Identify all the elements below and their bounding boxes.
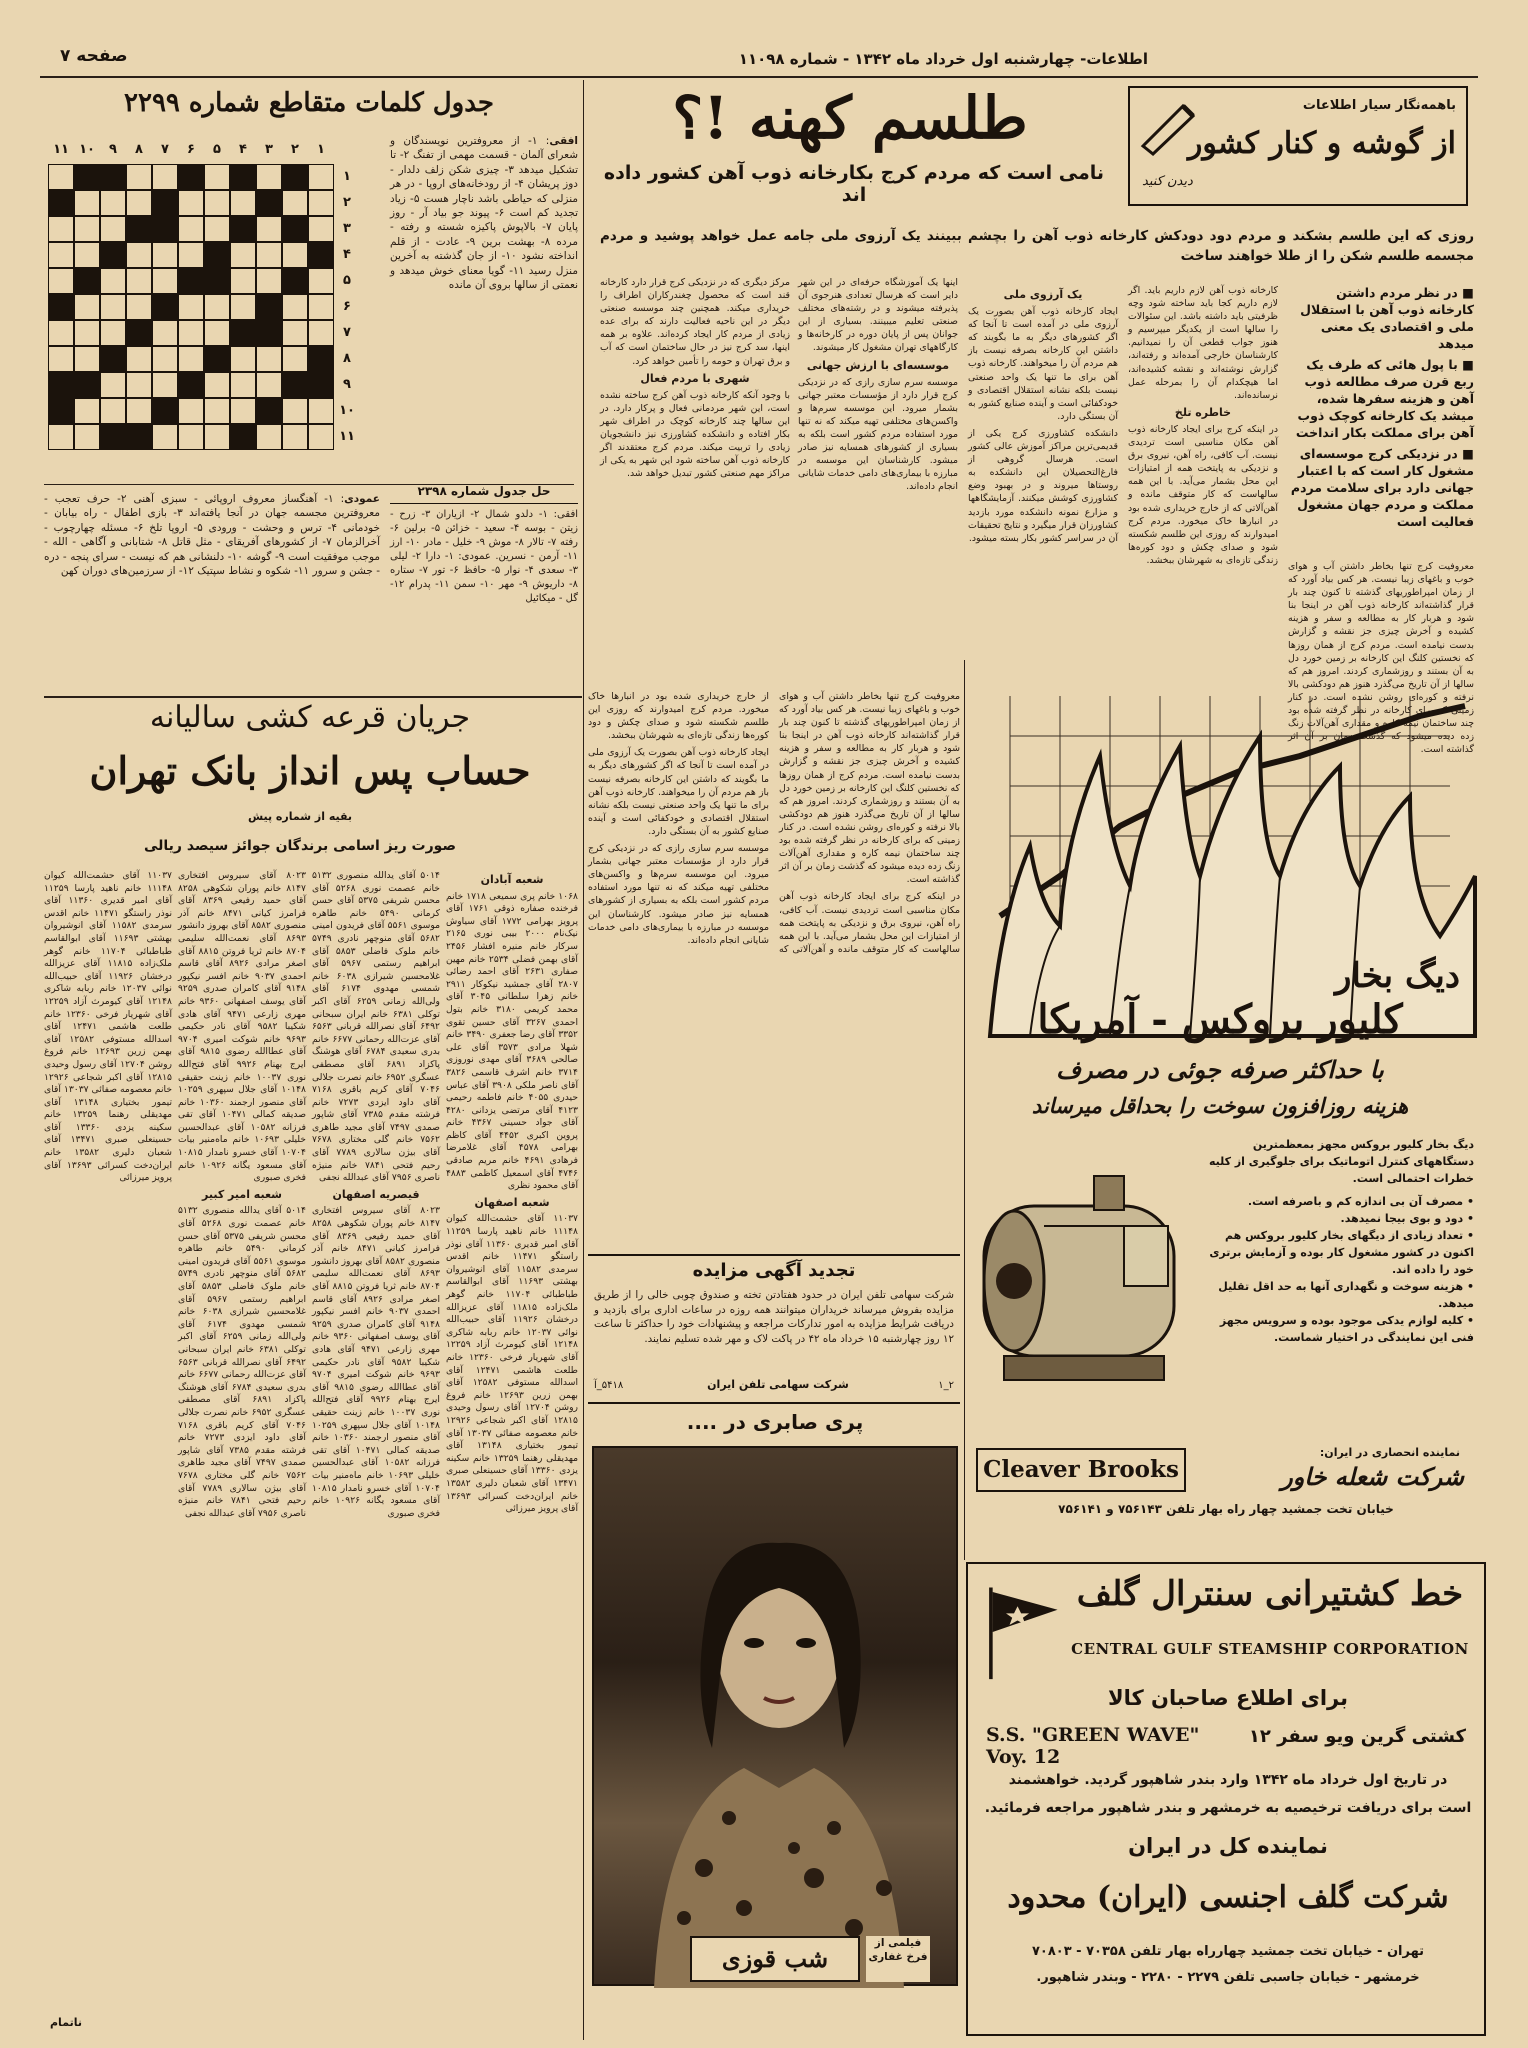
crossword-cell[interactable] bbox=[74, 242, 100, 268]
gulf-address-1: تهران - خیابان تخت جمشید چهارراه بهار تلفن ۷۰۳۵۸ - ۷۰۸۰۳ bbox=[1031, 1944, 1425, 1959]
column-banner: باهمه‌نگار سیار اطلاعات bbox=[1302, 98, 1456, 113]
feature-column-4 bbox=[798, 276, 958, 680]
boiler-intro: دیگ بخار کلیور بروکس مجهز بمعظمترین دستگاههای کنترل اتوماتیک برای جلوگیری از کلیه خطرات احتمالی است. bbox=[1208, 1138, 1474, 1185]
feature-continuation-a: معروفیت کرج تنها بخاطر داشتن آب و هوای خوب و باغهای زیبا نیست. هر کس بیاد آورد که از زمان امپراطوریهای گذشته تا کنون چند بار قرار گذاشته‌اند کارخانه ذوب آهن در اینجا بنا شود و هربار کار به مطالعه و سفر و هزینه کشیده و آخرش چیزی جز نقشه و گزارش بدست نیامده است. مردم کرج از همان روزها که نخستین کلنگ این کارخانه بر زمین خورد دل به آن بستند و روزشماری کردند. امروز هم که سالها از آن تاریخ می‌گذرد هنوز هم دودکشی بالا نرفته و کوره‌ای روشن نشده است. در کنار زمینی که برای کارخانه در نظر گرفته شده بود چند ساختمان نیمه کاره و مقداری آهن‌آلات زنگ زده دیده میشود که گذشت زمان بر آن اثر گذاشته است. bbox=[779, 691, 960, 886]
crossword-cell[interactable] bbox=[126, 164, 152, 190]
gulf-english-name: CENTRAL GULF STEAMSHIP CORPORATION bbox=[1071, 1640, 1469, 1658]
feature-bullet: ■ در نزدیکی کرج موسسه‌ای مشغول کار است که با اعتبار جهانی دارد برای سلامت مردم مملکت و مردم جهان مشغول فعالیت است bbox=[1290, 446, 1474, 529]
crossword-row-number: ۲ bbox=[343, 195, 351, 210]
crossword-cell[interactable] bbox=[282, 320, 308, 346]
crossword-black-cell bbox=[48, 372, 74, 398]
feature-subheading: شهری با مردم فعال bbox=[640, 371, 750, 385]
feature-continuation-d: موسسه سرم سازی رازی که در نزدیکی کرج قرار دارد از مؤسسات معتبر جهانی بشمار میرود. این موسسه سرم‌ها و واکسن‌های مختلفی تهیه میکند که نه تنها مورد استفاده مردم کشور است بلکه به بسیاری از کشورهای همسایه نیز صادر میشود. کارشناسان این موسسه در مبارزه با بیماری‌های دامی خدمات شایانی انجام داده‌اند. bbox=[588, 843, 769, 946]
lottery-title-1: جریان قرعه کشی سالیانه bbox=[149, 700, 471, 735]
crossword-black-cell bbox=[100, 242, 126, 268]
lottery-list-col-4 bbox=[446, 870, 578, 2010]
crossword-black-cell bbox=[152, 190, 178, 216]
crossword-black-cell bbox=[230, 320, 256, 346]
feature-subheading: خاطره تلخ bbox=[1174, 405, 1232, 419]
crossword-down-label: عمودی bbox=[344, 493, 380, 505]
crossword-cell[interactable] bbox=[308, 164, 334, 190]
lottery-continued: بقیه از شماره پیش bbox=[247, 810, 353, 823]
feature-bullet: ■ با پول هائی که طرف یک ربع قرن صرف مطالعه ذوب آهن و هزینه سفرها شده، میشد یک کارخانه کوچک ذوب آهن برای مملکت بکار انداخت bbox=[1295, 357, 1474, 440]
crossword-black-cell bbox=[256, 398, 282, 424]
feature-column-4c-text: با وجود آنکه کارخانه ذوب آهن کرج ساخته نشده است، این شهر مردمانی فعال و پرکار دارد. در این سالها چند کارخانه کوچک در اطراف شهر بکار افتاده و دانشکده کشاورزی نیز دانشجویان زیادی را تربیت میکند. مردم کرج معتقدند اگر کارخانه ذوب آهن ساخته شود این شهر به یکی از مراکز مهم صنعتی کشور تبدیل خواهد شد. bbox=[600, 389, 790, 480]
crossword-row-number: ۱۱ bbox=[339, 429, 355, 444]
crossword-cell[interactable] bbox=[178, 424, 204, 450]
film-photo bbox=[592, 1446, 958, 1986]
crossword-across-clues: ۱- از معروفترین نویسندگان و شعرای آلمان - قسمت مهمی از تفنگ ۲- تا تشکیل میدهد ۳- چیزی شکن زلف دلدار - دوز پریشان ۴- از رودخانه‌های اروپا - در هر منزلی که حیاطی باشد ناچار هست ۵- زیاد تجدید کم است ۶- پیوند جو بیاد آر - روز پایان ۷- بالاپوش پاکیزه شسته و رفته - مرده ۸- بهشت برین ۹- عادت - از قلم انداخته نشود ۱۰- از جان گذشته به آخرین منزل رسید ۱۱- گویا معنای خوش میدهد و نعمتی از سالها بروی آن مانده bbox=[390, 135, 579, 292]
boiler-feature: • مصرف آن بی اندازه کم و باصرفه است. bbox=[1247, 1195, 1474, 1208]
crossword-cell[interactable] bbox=[282, 398, 308, 424]
crossword-cell[interactable] bbox=[48, 242, 74, 268]
feature-column-3 bbox=[968, 284, 1118, 680]
boiler-rep-label: نماینده انحصاری در ایران: bbox=[1319, 1446, 1460, 1459]
crossword-black-cell bbox=[204, 242, 230, 268]
crossword-cell[interactable] bbox=[48, 320, 74, 346]
feature-column-5 bbox=[600, 276, 790, 680]
boiler-title-1: دیگ بخار bbox=[1334, 956, 1460, 996]
auction-title: تجدید آگهی مزایده bbox=[692, 1260, 856, 1281]
crossword-row-number: ۸ bbox=[343, 351, 351, 366]
feature-column-5b-text: مرکز دیگری که در نزدیکی کرج قرار دارد کارخانه قند است که محصول چغندرکاران اطراف را خریداری میکند. همچنین چند موسسه صنعتی دیگر در این ناحیه فعالیت دارند که برای عده زیادی از مردم کار ایجاد کرده‌اند. علاوه بر همه اینها، سد کرج نیز در حال ساختمان است که آب و برق تهران و حومه را تأمین خواهد کرد. bbox=[600, 277, 790, 367]
crossword-column-number: ۱۱ bbox=[53, 142, 69, 157]
crossword-across-label: افقی bbox=[549, 135, 578, 147]
crossword-cell[interactable] bbox=[256, 346, 282, 372]
crossword-black-cell bbox=[282, 164, 308, 190]
feature-bullet: ■ در نظر مردم داشتن کارخانه ذوب آهن با استقلال ملی و اقتصادی یک معنی میدهد bbox=[1300, 285, 1474, 351]
lottery-names: ۱۱۰۳۷ آقای حشمت‌الله کیوان ۱۱۱۴۸ خانم ناهید پارسا ۱۱۲۵۹ آقای امیر قدیری ۱۱۳۶۰ آقای نوذر راستگو ۱۱۴۷۱ خانم اقدس سرمدی ۱۱۵۸۲ آقای انوشیروان بهشتی ۱۱۶۹۳ آقای ابوالقاسم طباطبائی ۱۱۷۰۴ خانم گوهر ملک‌زاده ۱۱۸۱۵ آقای عزیزالله درخشان ۱۱۹۲۶ آقای حبیب‌الله نوائی ۱۲۰۳۷ خانم ربابه شاکری ۱۲۱۴۸ آقای کیومرث آزاد ۱۲۲۵۹ آقای شهریار فرخی ۱۲۳۶۰ خانم طلعت هاشمی ۱۲۴۷۱ آقای اسدالله مستوفی ۱۲۵۸۲ آقای بهمن زرین ۱۲۶۹۳ خانم فروغ روشن ۱۲۷۰۴ آقای رسول وحیدی ۱۲۸۱۵ آقای اکبر شجاعی ۱۲۹۲۶ خانم معصومه صفائی ۱۳۰۳۷ آقای تیمور بختیاری ۱۳۱۴۸ آقای مهدیقلی رهنما ۱۳۲۵۹ خانم سکینه یزدی ۱۳۳۶۰ آقای حسینعلی صبری ۱۳۴۷۱ آقای شعبان دلیری ۱۳۵۸۲ خانم ایران‌دخت کسرائی ۱۳۶۹۳ آقای پرویز میرزائی bbox=[44, 870, 173, 1184]
crossword-black-cell bbox=[74, 164, 100, 190]
film-name-box bbox=[690, 1936, 860, 1982]
feature-deck: روزی که این طلسم بشکند و مردم دود دودکش کارخانه ذوب آهن را بچشم ببینند یک آرزوی ملی جامه عمل خواهد پوشید و مردم مجسمه طلسم شکن را از طلا خواهند ساخت bbox=[600, 228, 1474, 264]
film-title: پری صابری در .... bbox=[686, 1410, 864, 1434]
lottery-names: ۱۱۰۳۷ آقای حشمت‌الله کیوان ۱۱۱۴۸ خانم ناهید پارسا ۱۱۲۵۹ آقای امیر قدیری ۱۱۳۶۰ آقای نوذر راستگو ۱۱۴۷۱ خانم اقدس سرمدی ۱۱۵۸۲ آقای انوشیروان بهشتی ۱۱۶۹۳ آقای ابوالقاسم طباطبائی ۱۱۷۰۴ خانم گوهر ملک‌زاده ۱۱۸۱۵ آقای عزیزالله درخشان ۱۱۹۲۶ آقای حبیب‌الله نوائی ۱۲۰۳۷ خانم ربابه شاکری ۱۲۱۴۸ آقای کیومرث آزاد ۱۲۲۵۹ آقای شهریار فرخی ۱۲۳۶۰ خانم طلعت هاشمی ۱۲۴۷۱ آقای اسدالله مستوفی ۱۲۵۸۲ آقای بهمن زرین ۱۲۶۹۳ خانم فروغ روشن ۱۲۷۰۴ آقای رسول وحیدی ۱۲۸۱۵ آقای اکبر شجاعی ۱۲۹۲۶ خانم معصومه صفائی ۱۳۰۳۷ آقای تیمور بختیاری ۱۳۱۴۸ آقای مهدیقلی رهنما ۱۳۲۵۹ خانم سکینه یزدی ۱۳۳۶۰ آقای حسینعلی صبری ۱۳۴۷۱ آقای شعبان دلیری ۱۳۵۸۲ خانم ایران‌دخت کسرائی ۱۳۶۹۳ آقای پرویز میرزائی bbox=[446, 1213, 579, 1515]
crossword-cell[interactable] bbox=[204, 372, 230, 398]
crossword-cell[interactable] bbox=[100, 294, 126, 320]
section-divider bbox=[44, 696, 582, 698]
crossword-cell[interactable] bbox=[204, 190, 230, 216]
boiler-features bbox=[1204, 1136, 1474, 1446]
crossword-cell[interactable] bbox=[152, 372, 178, 398]
crossword-cell[interactable] bbox=[308, 216, 334, 242]
feature-column-2 bbox=[1128, 284, 1278, 680]
crossword-column-number: ۴ bbox=[239, 142, 247, 157]
crossword-across: افقی: ۱- از معروفترین نویسندگان و شعرای آلمان - قسمت مهمی از تفنگ ۲- تا تشکیل میدهد ۳- چیزی شکن زلف دلدار - دوز پریشان ۴- از رودخانه‌های اروپا - در هر منزلی که حیاطی باشد ناچار هست ۵- زیاد تجدید کم است ۶- پیوند جو بیاد آر - روز پایان ۷- بالاپوش پاکیزه شسته و رفته - مرده ۸- بهشت برین ۹- عادت - از قلم انداخته نشود ۱۰- از جان گذشته به آخرین منزل رسید ۱۱- گویا معنای خوش میدهد و نعمتی از سالها بروی آن مانده bbox=[390, 135, 579, 292]
lottery-names: ۸۰۲۳ آقای سیروس افتخاری ۸۱۴۷ خانم پوران شکوهی ۸۲۵۸ آقای حمید رفیعی ۸۳۶۹ آقای فرامرز کیانی ۸۴۷۱ خانم آذر منصوری ۸۵۸۲ آقای بهروز دانشور ۸۶۹۳ آقای نعمت‌الله سلیمی ۸۷۰۴ خانم ثریا فروتن ۸۸۱۵ آقای اصغر مرادی ۸۹۲۶ آقای قاسم احمدی ۹۰۳۷ خانم افسر نیکپور ۹۱۴۸ آقای کامران صدری ۹۲۵۹ آقای یوسف اصفهانی ۹۳۶۰ خانم مهری زارعی ۹۴۷۱ آقای هادی شکیبا ۹۵۸۲ آقای نادر حکیمی ۹۶۹۳ خانم شوکت امیری ۹۷۰۴ آقای عطاالله رضوی ۹۸۱۵ آقای ایرج بهنام ۹۹۲۶ آقای فتح‌الله نوری ۱۰۰۳۷ خانم زینت حقیقی ۱۰۱۴۸ آقای جلال سپهری ۱۰۲۵۹ آقای منصور ارجمند ۱۰۳۶۰ خانم صدیقه کمالی ۱۰۴۷۱ آقای تقی فرزانه ۱۰۵۸۲ آقای عبدالحسین خلیلی ۱۰۶۹۳ خانم ماه‌منیر بیات ۱۰۷۰۴ آقای خسرو نامدار ۱۰۸۱۵ آقای مسعود یگانه ۱۰۹۲۶ خانم فخری صبوری bbox=[178, 870, 307, 1184]
crossword-column-number: ۹ bbox=[109, 142, 117, 157]
crossword-cell[interactable] bbox=[308, 424, 334, 450]
crossword-row-number: ۱ bbox=[343, 169, 351, 184]
crossword-column-number: ۳ bbox=[265, 142, 273, 157]
auction-signature: شرکت سهامی تلفن ایران bbox=[707, 1378, 849, 1391]
lottery-branch-heading: شعبه اصفهان bbox=[474, 1195, 550, 1209]
boiler-feature: • کلیه لوازم یدکی موجود بوده و سرویس مجهز فنی این نمایندگی در اختیار شماست. bbox=[1219, 1314, 1474, 1344]
feature-subheading: یک آرزوی ملی bbox=[1003, 288, 1083, 301]
crossword-cell[interactable] bbox=[100, 268, 126, 294]
crossword-black-cell bbox=[152, 294, 178, 320]
crossword-cell[interactable] bbox=[230, 398, 256, 424]
feature-headline: طلسم کهنه !؟ bbox=[672, 84, 1028, 152]
lottery-subtitle: صورت ریز اسامی برندگان جوائز سیصد ریالی bbox=[143, 838, 456, 854]
crossword-row-number: ۳ bbox=[343, 221, 351, 236]
crossword-cell[interactable] bbox=[282, 424, 308, 450]
crossword-black-cell bbox=[204, 268, 230, 294]
lottery-branch-heading: قیصریه اصفهان bbox=[332, 1187, 420, 1201]
feature-continuation bbox=[588, 690, 960, 1250]
crossword-cell[interactable] bbox=[74, 320, 100, 346]
crossword-cell[interactable] bbox=[308, 294, 334, 320]
auction-code-right: ۲_۱ bbox=[938, 1380, 954, 1391]
crossword-cell[interactable] bbox=[204, 294, 230, 320]
crossword-cell[interactable] bbox=[48, 424, 74, 450]
crossword-black-cell bbox=[48, 398, 74, 424]
crossword-cell[interactable] bbox=[178, 216, 204, 242]
crossword-cell[interactable] bbox=[126, 372, 152, 398]
crossword-black-cell bbox=[308, 242, 334, 268]
crossword-cell[interactable] bbox=[178, 294, 204, 320]
column-title: از گوشه و کنار کشور bbox=[1187, 126, 1456, 161]
gulf-rep: نماینده کل در ایران bbox=[1128, 1834, 1328, 1858]
crossword-black-cell bbox=[178, 268, 204, 294]
company-flag-icon bbox=[982, 1582, 1062, 1682]
crossword-cell[interactable] bbox=[256, 216, 282, 242]
lottery-list-col-2 bbox=[178, 870, 306, 2010]
crossword-black-cell bbox=[256, 294, 282, 320]
crossword-cell[interactable] bbox=[256, 268, 282, 294]
boiler-feature: • دود و بوی بیجا نمیدهد. bbox=[1340, 1212, 1474, 1225]
gulf-ship-english: S.S. "GREEN WAVE" Voy. 12 bbox=[986, 1724, 1200, 1768]
crossword-black-cell bbox=[230, 216, 256, 242]
boiler-address: خیابان تخت جمشید چهار راه بهار تلفن ۷۵۶۱۴۳ و ۷۵۶۱۴۱ bbox=[1058, 1502, 1394, 1516]
crossword-cell[interactable] bbox=[126, 294, 152, 320]
crossword-cell[interactable] bbox=[204, 320, 230, 346]
crossword-black-cell bbox=[100, 424, 126, 450]
crossword-cell[interactable] bbox=[204, 398, 230, 424]
feature-column-2-text: کارخانه ذوب آهن لازم داریم باید. اگر لازم داریم کجا باید ساخته شود وچه ظرفیتی باید داشته باشد. این سئوالات را سالها است از یکدیگر میپرسیم و هنوز جواب قطعی آن را نمیدانیم. کارشناسان خارجی آمده‌اند و رفته‌اند، گزارش نوشته‌اند و نقشه کشیده‌اند، اما هیچکدام آن را بمرحله عمل نرسانده‌اند. bbox=[1128, 285, 1278, 401]
crossword-cell[interactable] bbox=[204, 216, 230, 242]
crossword-column-number: ۵ bbox=[213, 142, 221, 157]
crossword-cell[interactable] bbox=[152, 242, 178, 268]
gulf-ad bbox=[966, 1562, 1486, 2036]
feature-bullets bbox=[1288, 284, 1474, 534]
crossword-cell[interactable] bbox=[100, 372, 126, 398]
crossword-cell[interactable] bbox=[308, 320, 334, 346]
feature-continuation-b: در اینکه کرج برای ایجاد کارخانه ذوب آهن مکان مناسبی است تردیدی نیست. آب کافی، راه آهن، نیروی برق و نزدیکی به پایتخت همه از امتیازات این محل بشمار می‌آید. با این همه سالهاست که کار متوقف مانده و آهن‌آلاتی که از خارج خریداری شده بود در انبارها خاک میخورد. مردم کرج امیدوارند که روزی این طلسم شکسته شود و صدای چکش و دود کوره‌ها زندگی تازه‌ای به شهرشان ببخشد. bbox=[588, 691, 960, 955]
feature-continuation-c: ایجاد کارخانه ذوب آهن بصورت یک آرزوی ملی در آمده است تا آنجا که اگر کشورهای دیگر به ما بگویند که داشتن این کارخانه بصرفه نیست باز هم مردم آن را میخواهند. کارخانه ذوب آهن برای ما تنها یک واحد صنعتی نیست بلکه نشانه استقلال اقتصادی و خودکفائی است و آینده صنایع کشور به آن بستگی دارد. bbox=[588, 747, 769, 837]
crossword-black-cell bbox=[152, 398, 178, 424]
crossword-solution-title: حل جدول شماره ۲۳۹۸ bbox=[390, 484, 578, 504]
crossword-black-cell bbox=[126, 320, 152, 346]
crossword-cell[interactable] bbox=[74, 190, 100, 216]
lottery-names: ۱۰۶۸ خانم پری سمیعی ۱۷۱۸ خانم فرخنده صفاره ذوقی ۱۷۶۱ آقای پرویز بهرامی ۱۷۷۲ آقای سیاوش نیک‌نام ۲۰۰۰ بیبی نوری ۲۱۶۵ سرکار خانم منیره افشار ۲۴۵۶ آقای بهمن فضلی ۲۵۳۴ خانم مهین صفاری ۲۶۳۱ آقای احمد رضائی ۲۸۰۷ آقای جمشید نیکوکار ۲۹۱۱ خانم زهرا سلطانی ۳۰۴۵ آقای محمد کریمی ۳۱۸۰ خانم بتول احمدی ۳۲۶۷ آقای حسین تقوی ۳۳۵۲ آقای رضا جعفری ۳۴۹۰ خانم شهلا مرادی ۳۵۷۳ آقای علی صالحی ۳۶۸۹ آقای مهدی نوروزی ۳۷۱۴ خانم اشرف قاسمی ۳۸۲۶ آقای ناصر ملکی ۳۹۰۸ آقای عباس حیدری ۴۰۵۵ خانم فاطمه رحیمی ۴۱۲۳ آقای مرتضی یزدانی ۴۲۸۰ آقای جواد حسینی ۴۳۶۷ خانم پروین اکبری ۴۴۵۲ آقای کاظم بهرامی ۴۵۷۸ آقای غلامرضا فرهادی ۴۶۹۱ خانم مریم صادقی ۴۷۴۶ آقای اسمعیل کاظمی ۴۸۸۳ آقای محمود نظری bbox=[446, 890, 579, 1192]
crossword-black-cell bbox=[178, 164, 204, 190]
crossword-black-cell bbox=[256, 320, 282, 346]
lottery-branch-heading: شعبه امیر کبیر bbox=[202, 1187, 282, 1201]
crossword-cell[interactable] bbox=[126, 398, 152, 424]
page-header-right: اطلاعات- چهارشنبه اول خرداد ماه ۱۳۴۲ - شماره ۱۱۰۹۸ bbox=[738, 50, 1148, 68]
column-divider-right bbox=[964, 660, 965, 1560]
crossword-cell[interactable] bbox=[100, 398, 126, 424]
crossword-cell[interactable] bbox=[230, 372, 256, 398]
crossword-row-number: ۹ bbox=[343, 377, 351, 392]
crossword-cell[interactable] bbox=[152, 424, 178, 450]
crossword-down: عمودی: ۱- آهنگساز معروف اروپائی - سبزی آهنی ۲- حرف تعجب - معروفترین مجسمه جهان در آنجا یافته‌اند ۳- بازی اطفال - راه بیابان - خودمانی ۴- ترس و وحشت - ورودی ۵- اروپا تلخ ۶- مسئله چهارچوب - آخرالزمان ۷- از کشورهای آفریقای - مثل قاتل ۸- شتابانی و آگاهی - الله - موجب موفقیت است ۹- گوشه ۱۰- دلنشانی هم که نیست - سرای پنجه - دره - جشن و سرور ۱۱- شکوه و نشاط سپتیک ۱۲- از سرزمین‌های دوران کهن bbox=[44, 493, 380, 578]
boiler-machine-illustration bbox=[974, 1166, 1194, 1406]
crossword-cell[interactable] bbox=[282, 346, 308, 372]
crossword-cell[interactable] bbox=[152, 346, 178, 372]
lottery-names: ۵۰۱۴ آقای یدالله منصوری ۵۱۳۲ خانم عصمت نوری ۵۲۶۸ آقای محسن شریفی ۵۳۷۵ آقای حسن کرمانی ۵۴۹۰ خانم طاهره موسوی ۵۵۶۱ آقای فریدون امینی ۵۶۸۲ آقای منوچهر نادری ۵۷۴۹ خانم ملوک فاضلی ۵۸۵۳ آقای ابراهیم رستمی ۵۹۶۷ آقای غلامحسین شیرازی ۶۰۳۸ خانم شمسی مهدوی ۶۱۷۴ آقای ولی‌الله زمانی ۶۲۵۹ آقای اکبر توکلی ۶۳۸۱ خانم ایران سبحانی ۶۴۹۲ آقای نصرالله قربانی ۶۵۶۳ آقای عزت‌الله رحمانی ۶۶۷۷ خانم بدری سعیدی ۶۷۸۴ آقای هوشنگ پاکزاد ۶۸۹۱ آقای مصطفی عسگری ۶۹۵۲ خانم نصرت جلالی ۷۰۴۶ آقای کریم باقری ۷۱۶۸ آقای داود ایزدی ۷۲۷۳ خانم فرشته مقدم ۷۳۸۵ آقای شاپور صمدی ۷۴۹۷ آقای مجید طاهری ۷۵۶۲ خانم گلی مختاری ۷۶۷۸ آقای بیژن سالاری ۷۷۸۹ آقای رحیم فتحی ۷۸۴۱ خانم منیژه ناصری ۷۹۵۶ آقای عبدالله نجفی bbox=[178, 1205, 307, 1519]
crossword-cell[interactable] bbox=[74, 424, 100, 450]
crossword-cell[interactable] bbox=[126, 190, 152, 216]
crossword-black-cell bbox=[230, 424, 256, 450]
crossword-row-number: ۷ bbox=[343, 325, 351, 340]
boiler-brand-box bbox=[976, 1448, 1186, 1492]
crossword-cell[interactable] bbox=[256, 424, 282, 450]
gulf-address-2: خرمشهر - خیابان جاسبی تلفن ۲۲۷۹ - ۲۲۸۰ - وبندر شاهپور. bbox=[1036, 1970, 1420, 1985]
crossword-cell[interactable] bbox=[100, 320, 126, 346]
crossword-black-cell bbox=[126, 216, 152, 242]
crossword-cell[interactable] bbox=[74, 216, 100, 242]
crossword-cell[interactable] bbox=[256, 372, 282, 398]
feature-column-4b-text: موسسه سرم سازی رازی که در نزدیکی کرج قرار دارد از مؤسسات معتبر جهانی بشمار میرود. این موسسه سرم‌ها و واکسن‌های مختلفی تهیه میکند که نه تنها مورد استفاده مردم کشور است بلکه به بسیاری از کشورهای همسایه نیز صادر میشود. کارشناسان این موسسه در مبارزه با بیماری‌های دامی خدمات شایانی انجام داده‌اند. bbox=[798, 376, 958, 493]
crossword-cell[interactable] bbox=[126, 268, 152, 294]
gulf-line-2: است برای دریافت ترخیصیه به خرمشهر و بندر شاهپور مراجعه فرمائید. bbox=[984, 1800, 1472, 1816]
crossword-row-number: ۴ bbox=[343, 247, 351, 262]
crossword-black-cell bbox=[282, 372, 308, 398]
crossword-cell[interactable] bbox=[282, 190, 308, 216]
crossword-cell[interactable] bbox=[256, 242, 282, 268]
crossword-black-cell bbox=[152, 216, 178, 242]
crossword-cell[interactable] bbox=[152, 164, 178, 190]
crossword-cell[interactable] bbox=[48, 268, 74, 294]
crossword-cell[interactable] bbox=[100, 216, 126, 242]
crossword-black-cell bbox=[282, 216, 308, 242]
column-logo-box bbox=[1128, 86, 1468, 206]
feature-column-4-text: اینها یک آموزشگاه حرفه‌ای در این شهر دایر است که هرسال تعدادی هنرجوی آن پذیرفته میشوند و در رشته‌های مختلف صنعتی تعلیم میبینند. بسیاری از این جوانان پس از پایان دوره در کارخانه‌ها و کارگاههای تهران مشغول کار میشوند. bbox=[798, 277, 958, 354]
crossword-column-number: ۶ bbox=[187, 142, 195, 157]
lottery-title-2: حساب پس انداز بانک تهران bbox=[89, 748, 531, 793]
crossword-column-number: ۲ bbox=[291, 142, 299, 157]
crossword-column-number: ۱۰ bbox=[79, 142, 95, 157]
column-title-tail: دیدن کنید bbox=[1142, 174, 1193, 189]
auction-body: شرکت سهامی تلفن ایران در حدود هفتادتن تخته و صندوق چوبی خالی را از طریق مزایده بفروش میرساند خریداران میتوانند همه روزه در ساعات اداری برای بازدید و دریافت شرایط مزایده به امور تدارکات مراجعه و پیشنهادات خود را حداکثر تا ساعت ۱۲ روز چهارشنبه ۱۵ خرداد ماه ۴۲ در پاکت لاک و مهر شده تسلیم نمایند. bbox=[594, 1289, 954, 1345]
feature-subhead: نامی است که مردم کرج بکارخانه ذوب آهن کشور داده اند bbox=[603, 162, 1105, 206]
crossword-cell[interactable] bbox=[48, 164, 74, 190]
crossword-black-cell bbox=[48, 294, 74, 320]
crossword-black-cell bbox=[48, 190, 74, 216]
crossword-cell[interactable] bbox=[230, 190, 256, 216]
gulf-ship-persian: کشتی گرین ویو سفر ۱۲ bbox=[1248, 1726, 1466, 1747]
feature-column-1: معروفیت کرج تنها بخاطر داشتن آب و هوای خوب و باغهای زیبا نیست. هر کس بیاد آورد که از زمان امپراطوریهای گذشته تا کنون چند بار قرار گذاشته‌اند کارخانه ذوب آهن در اینجا بنا شود و هربار کار به مطالعه و سفر و هزینه کشیده و آخرش چیزی جز نقشه و گزارش بدست نیامده است. مردم کرج از همان روزها که نخستین کلنگ این کارخانه بر زمین خورد دل به آن بستند و روزشماری کردند. امروز هم که سالها از آن تاریخ می‌گذرد هنوز هم دودکشی بالا نرفته و کوره‌ای روشن نشده است. در کنار زمینی که برای کارخانه در نظر گرفته شده بود چند ساختمان نیمه کاره و مقداری آهن‌آلات زنگ زده دیده میشود که گذشت زمان بر آن اثر گذاشته است. bbox=[1288, 561, 1474, 756]
film-name: شب قوزی bbox=[721, 1944, 829, 1973]
crossword-black-cell bbox=[74, 372, 100, 398]
gulf-line-1: در تاریخ اول خرداد ماه ۱۳۴۲ وارد بندر شاهپور گردید. خواهشمند bbox=[1008, 1772, 1448, 1788]
crossword-black-cell bbox=[256, 190, 282, 216]
auction-box bbox=[588, 1254, 960, 1404]
crossword-cell[interactable] bbox=[178, 320, 204, 346]
boiler-brand: Cleaver Brooks bbox=[983, 1456, 1179, 1483]
crossword-column-number: ۷ bbox=[161, 142, 169, 157]
crossword-row-number: ۱۰ bbox=[339, 403, 355, 418]
lottery-list-col-3 bbox=[312, 870, 440, 2010]
crossword-black-cell bbox=[178, 372, 204, 398]
crossword-black-cell bbox=[282, 268, 308, 294]
crossword-cell[interactable] bbox=[178, 190, 204, 216]
lottery-list-col-1 bbox=[44, 870, 172, 2010]
feature-column-3-text: ایجاد کارخانه ذوب آهن بصورت یک آرزوی ملی در آمده است تا آنجا که اگر کشورهای دیگر به ما بگویند که داشتن این کارخانه بصرفه نیست باز هم مردم آن را میخواهند. کارخانه ذوب آهن برای ما تنها یک واحد صنعتی نیست بلکه نشانه استقلال اقتصادی و خودکفائی است و آینده صنایع کشور به آن بستگی دارد. bbox=[968, 306, 1118, 422]
crossword-cell[interactable] bbox=[126, 242, 152, 268]
crossword-cell[interactable] bbox=[256, 164, 282, 190]
crossword-black-cell bbox=[74, 268, 100, 294]
crossword-black-cell bbox=[100, 346, 126, 372]
gulf-notice: برای اطلاع صاحبان کالا bbox=[1107, 1686, 1349, 1710]
boiler-slogan-2: هزینه روزافزون سوخت را بحداقل میرساند bbox=[1031, 1094, 1409, 1118]
crossword-cell[interactable] bbox=[230, 268, 256, 294]
crossword-cell[interactable] bbox=[178, 398, 204, 424]
auction-code-left: ۵۴۱۸_آ bbox=[594, 1380, 624, 1391]
footer-unfinished: ناتمام bbox=[50, 2016, 82, 2029]
page-number: صفحه ۷ bbox=[60, 46, 128, 66]
crossword-cell[interactable] bbox=[178, 346, 204, 372]
crossword-cell[interactable] bbox=[308, 398, 334, 424]
boiler-ad bbox=[970, 676, 1480, 1556]
crossword-cell[interactable] bbox=[230, 294, 256, 320]
feature-column-5-text: دانشکده کشاورزی کرج یکی از قدیمی‌ترین مراکز آموزش عالی کشور است. هرسال گروهی از فارغ‌التحصیلان این دانشکده به روستاها میروند و در بهبود وضع کشاورزی کوشش میکنند. آزمایشگاهها و مزارع نمونه دانشکده مورد بازدید کشاورزان قرار میگیرد و نتایج تحقیقات آن در سراسر کشور بکار بسته میشود. bbox=[968, 427, 1118, 544]
crossword-row-number: ۵ bbox=[343, 273, 351, 288]
crossword-cell[interactable] bbox=[74, 398, 100, 424]
crossword-column-number: ۸ bbox=[135, 142, 143, 157]
lottery-names: ۵۰۱۴ آقای یدالله منصوری ۵۱۳۲ خانم عصمت نوری ۵۲۶۸ آقای محسن شریفی ۵۳۷۵ آقای حسن کرمانی ۵۴۹۰ خانم طاهره موسوی ۵۵۶۱ آقای فریدون امینی ۵۶۸۲ آقای منوچهر نادری ۵۷۴۹ خانم ملوک فاضلی ۵۸۵۳ آقای ابراهیم رستمی ۵۹۶۷ آقای غلامحسین شیرازی ۶۰۳۸ خانم شمسی مهدوی ۶۱۷۴ آقای ولی‌الله زمانی ۶۲۵۹ آقای اکبر توکلی ۶۳۸۱ خانم ایران سبحانی ۶۴۹۲ آقای نصرالله قربانی ۶۵۶۳ آقای عزت‌الله رحمانی ۶۶۷۷ خانم بدری سعیدی ۶۷۸۴ آقای هوشنگ پاکزاد ۶۸۹۱ آقای مصطفی عسگری ۶۹۵۲ خانم نصرت جلالی ۷۰۴۶ آقای کریم باقری ۷۱۶۸ آقای داود ایزدی ۷۲۷۳ خانم فرشته مقدم ۷۳۸۵ آقای شاپور صمدی ۷۴۹۷ آقای مجید طاهری ۷۵۶۲ خانم گلی مختاری ۷۶۷۸ آقای بیژن سالاری ۷۷۸۹ آقای رحیم فتحی ۷۸۴۱ خانم منیژه ناصری ۷۹۵۶ آقای عبدالله نجفی bbox=[312, 870, 441, 1184]
crossword-cell[interactable] bbox=[48, 346, 74, 372]
crossword-solution: افقی: ۱- دلدو شمال ۲- ازیاران ۳- زرح - زیتن - بوسه ۴- سعید - خزائن ۵- برلین ۶- رفته ۷- تالار ۸- موش ۹- خلیل - مادر ۱۰- ارز ۱۱- آرمن - نسرین. عمودی: ۱- دارا ۲- لیلی ۳- سعدی ۴- نوار ۵- حافظ ۶- تور ۷- ستاره ۸- داریوش ۹- مهر ۱۰- سمن ۱۱- پدرام ۱۲- گل - میکائیل bbox=[390, 509, 578, 604]
boiler-title-2: کلیور بروکس - آمریکا bbox=[1037, 996, 1403, 1043]
crossword-black-cell bbox=[204, 346, 230, 372]
crossword-cell[interactable] bbox=[178, 242, 204, 268]
crossword-row-number: ۶ bbox=[343, 299, 351, 314]
crossword-title: جدول کلمات متقاطع شماره ۲۲۹۹ bbox=[124, 88, 494, 118]
crossword-cell[interactable] bbox=[126, 346, 152, 372]
crossword-cell[interactable] bbox=[152, 268, 178, 294]
crossword-cell[interactable] bbox=[204, 164, 230, 190]
crossword-cell[interactable] bbox=[152, 320, 178, 346]
crossword-black-cell bbox=[308, 346, 334, 372]
crossword-cell[interactable] bbox=[100, 190, 126, 216]
boiler-company: شرکت شعله خاور bbox=[1281, 1462, 1464, 1491]
crossword-down-clues: ۱- آهنگساز معروف اروپائی - سبزی آهنی ۲- حرف تعجب - معروفترین مجسمه جهان در آنجا یافته‌اند ۳- بازی اطفال - راه بیابان - خودمانی ۴- ترس و وحشت - ورودی ۵- اروپا تلخ ۶- مسئله چهارچوب - آخرالزمان ۷- از کشورهای آفریقای - مثل قاتل ۸- شتابانی و آگاهی - الله - موجب موفقیت است ۹- گوشه ۱۰- دلنشانی هم که نیست - سرای پنجه - دره - جشن و سرور ۱۱- شکوه و نشاط سپتیک ۱۲- از سرزمین‌های دوران کهن bbox=[44, 493, 380, 578]
gulf-company: شرکت گلف اجنسی (ایران) محدود bbox=[1007, 1880, 1449, 1915]
crossword-cell[interactable] bbox=[74, 294, 100, 320]
crossword-cell[interactable] bbox=[74, 346, 100, 372]
crossword-cell[interactable] bbox=[308, 190, 334, 216]
pen-illustration-icon bbox=[1138, 96, 1198, 156]
lottery-branch-heading: شعبه آبادان bbox=[480, 873, 544, 886]
crossword-cell[interactable] bbox=[282, 294, 308, 320]
crossword-cell[interactable] bbox=[48, 216, 74, 242]
crossword-black-cell bbox=[100, 164, 126, 190]
boiler-slogan-1: با حداکثر صرفه جوئی در مصرف bbox=[1056, 1056, 1384, 1084]
column-divider bbox=[583, 80, 584, 2040]
crossword-black-cell bbox=[126, 424, 152, 450]
crossword-column-number: ۱ bbox=[317, 142, 325, 157]
crossword-cell[interactable] bbox=[230, 346, 256, 372]
lottery-names: ۸۰۲۳ آقای سیروس افتخاری ۸۱۴۷ خانم پوران شکوهی ۸۲۵۸ آقای حمید رفیعی ۸۳۶۹ آقای فرامرز کیانی ۸۴۷۱ خانم آذر منصوری ۸۵۸۲ آقای بهروز دانشور ۸۶۹۳ آقای نعمت‌الله سلیمی ۸۷۰۴ خانم ثریا فروتن ۸۸۱۵ آقای اصغر مرادی ۸۹۲۶ آقای قاسم احمدی ۹۰۳۷ خانم افسر نیکپور ۹۱۴۸ آقای کامران صدری ۹۲۵۹ آقای یوسف اصفهانی ۹۳۶۰ خانم مهری زارعی ۹۴۷۱ آقای هادی شکیبا ۹۵۸۲ آقای نادر حکیمی ۹۶۹۳ خانم شوکت امیری ۹۷۰۴ آقای عطاالله رضوی ۹۸۱۵ آقای ایرج بهنام ۹۹۲۶ آقای فتح‌الله نوری ۱۰۰۳۷ خانم زینت حقیقی ۱۰۱۴۸ آقای جلال سپهری ۱۰۲۵۹ آقای منصور ارجمند ۱۰۳۶۰ خانم صدیقه کمالی ۱۰۴۷۱ آقای تقی فرزانه ۱۰۵۸۲ آقای عبدالحسین خلیلی ۱۰۶۹۳ خانم ماه‌منیر بیات ۱۰۷۰۴ آقای خسرو نامدار ۱۰۸۱۵ آقای مسعود یگانه ۱۰۹۲۶ خانم فخری صبوری bbox=[312, 1205, 441, 1519]
feature-column-2b-text: در اینکه کرج برای ایجاد کارخانه ذوب آهن مکان مناسبی است تردیدی نیست. آب کافی، راه آهن، نیروی برق و نزدیکی به پایتخت همه از امتیازات این محل بشمار می‌آید. با این همه سالهاست که کار متوقف مانده و آهن‌آلاتی که از خارج خریداری شده بود در انبارها خاک میخورد. مردم کرج امیدوارند که روزی این طلسم شکسته شود و صدای چکش و دود کوره‌ها زندگی تازه‌ای به شهرشان ببخشد. bbox=[1128, 423, 1278, 566]
feature-subheading: موسسه‌ای با ارزش جهانی bbox=[806, 358, 950, 372]
gulf-title: خط کشتیرانی سنترال گلف bbox=[1076, 1574, 1464, 1614]
crossword-cell[interactable] bbox=[230, 242, 256, 268]
crossword-cell[interactable] bbox=[308, 268, 334, 294]
crossword-cell[interactable] bbox=[204, 424, 230, 450]
film-caption: فیلمی از فرخ غفاری bbox=[866, 1936, 930, 1982]
boiler-feature: • هزینه سوخت و نگهداری آنها به حد اقل تقلیل میدهد. bbox=[1218, 1280, 1474, 1310]
crossword-grid bbox=[48, 140, 378, 476]
actress-portrait bbox=[594, 1448, 960, 1988]
crossword-cell[interactable] bbox=[282, 242, 308, 268]
boiler-feature: • تعداد زیادی از دیگهای بخار کلیور بروکس هم اکنون در کشور مشغول کار بوده و آزمایش برتری خود را داده اند. bbox=[1209, 1229, 1474, 1276]
crossword-black-cell bbox=[308, 372, 334, 398]
crossword-black-cell bbox=[230, 164, 256, 190]
